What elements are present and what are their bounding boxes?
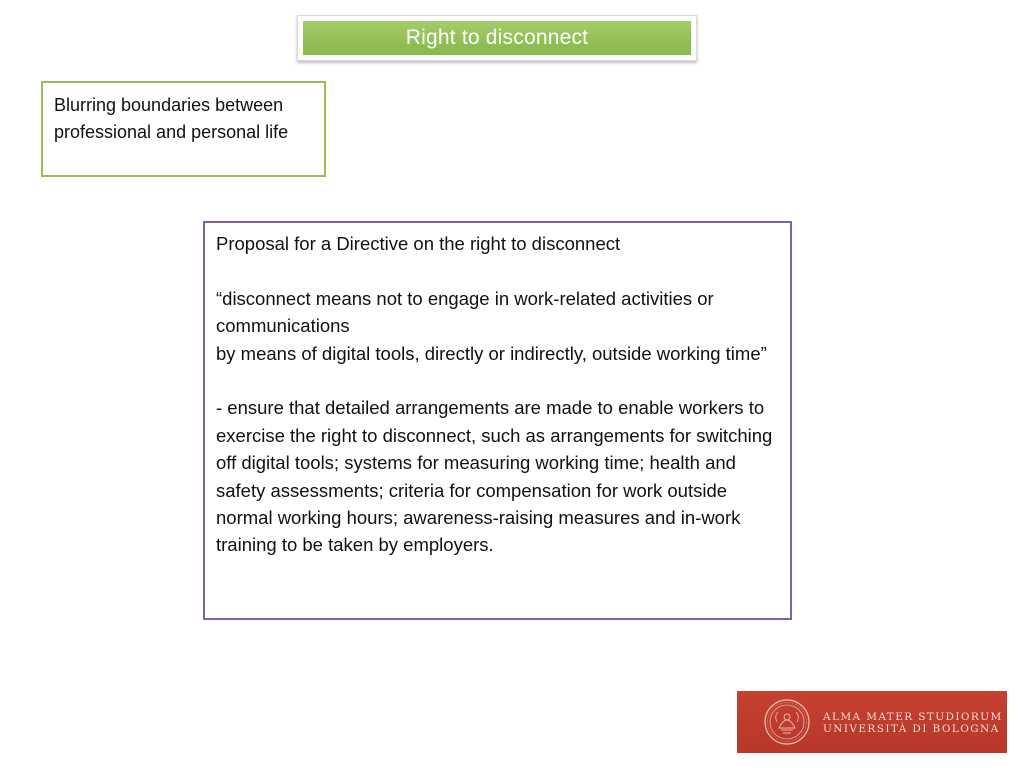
slide-title: Right to disconnect [303, 21, 691, 55]
content-box [203, 221, 792, 620]
definition-quote-line1: “disconnect means not to engage in work-related activities or communications [216, 287, 714, 337]
logo-line2: UNIVERSITÀ DI BOLOGNA [823, 723, 1000, 735]
logo-line1: ALMA MATER STUDIORUM [823, 711, 1003, 723]
note-box [41, 81, 326, 177]
note-text: Blurring boundaries between professional and personal life [54, 95, 289, 142]
logo-text [823, 711, 1003, 735]
slide-title-frame [297, 15, 697, 61]
content-heading: Proposal for a Directive on the right to disconnect [216, 233, 621, 254]
paragraph-gap [216, 367, 778, 394]
bullet-text: - ensure that detailed arrangements are made to enable workers to exercise the right to disconnect, such as arrangements for switching off digital tools; systems for measuring working time; health and safety assessments; criteria for compensation for work outside normal working hours; awareness-raising measures and in-work training to be taken by employers. [216, 397, 773, 556]
definition-quote-line2: by means of digital tools, directly or indirectly, outside working time” [216, 342, 767, 364]
university-seal-icon [763, 698, 811, 746]
university-logo [737, 691, 1007, 753]
paragraph-gap [216, 257, 778, 284]
